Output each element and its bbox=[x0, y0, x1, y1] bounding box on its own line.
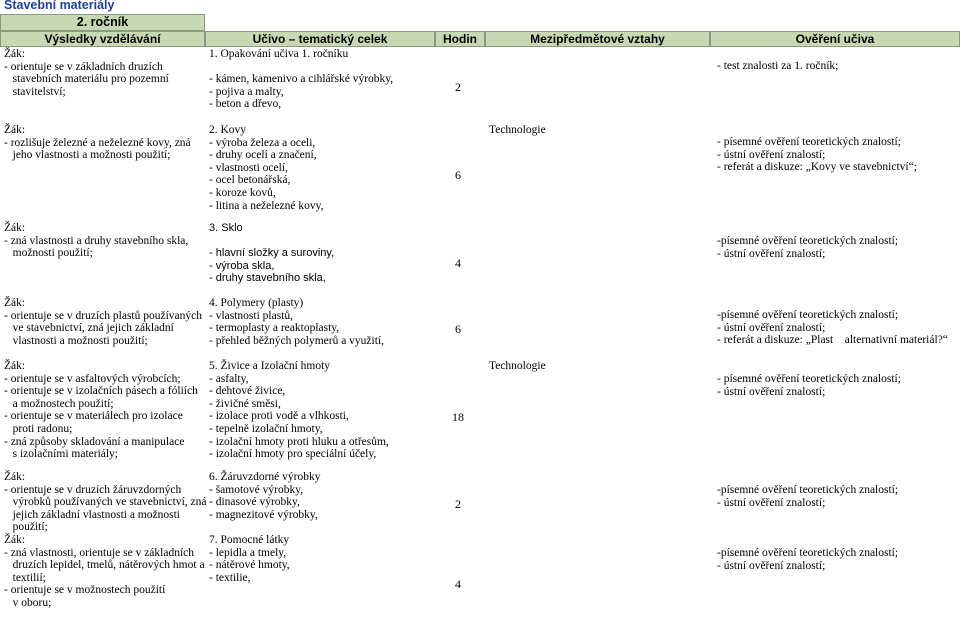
header-outcomes: Výsledky vzdělávání bbox=[0, 31, 205, 47]
header-verification: Ověření učiva bbox=[710, 31, 960, 47]
row-1-verification: - test znalosti za 1. ročník; bbox=[717, 60, 839, 72]
row-1-hours: 2 bbox=[455, 80, 461, 94]
row-4-verification: -písemné ověření teoretických znalostí; - ústní ověření znalostí; - referát a diskuze: „Plast alternativní materiál?“ bbox=[717, 309, 948, 347]
grade-header: 2. ročník bbox=[0, 14, 205, 31]
row-6-topic: 6. Žáruvzdorné výrobky - šamotové výrobky, - dinasové výrobky, - magnezitové výrobky, bbox=[209, 471, 321, 521]
row-3-hours: 4 bbox=[455, 256, 461, 270]
row-2-outcomes: Žák: - rozlišuje železné a neželezné kovy, zná jeho vlastnosti a možnosti použití; bbox=[4, 124, 191, 162]
row-6-outcomes: Žák: - orientuje se v druzích žáruvzdorných výrobků používaných ve stavebnictví, zná jejich základní vlastnosti a možnosti použití; bbox=[4, 471, 207, 534]
row-5-hours: 18 bbox=[452, 410, 464, 424]
row-7-outcomes: Žák: - zná vlastnosti, orientuje se v základních druzích lepidel, tmelů, nátěrových hmot a textilií; - orientuje se v možnostech použití v oboru; bbox=[4, 534, 205, 609]
row-5-verification: - písemné ověření teoretických znalostí; - ústní ověření znalostí; bbox=[717, 373, 901, 398]
row-5-topic: 5. Živice a Izolační hmoty - asfalty, - dehtové živice, - živičné směsi, - izolace proti vodě a vlhkosti, - tepelně izolační hmoty, - izolační hmoty proti hluku a otřesům, - izolační hmoty pro speciální účely, bbox=[209, 360, 389, 461]
row-7-verification: -písemné ověření teoretických znalostí; - ústní ověření znalostí; bbox=[717, 547, 899, 572]
row-5-outcomes: Žák: - orientuje se v asfaltových výrobcích; - orientuje se v izolačních pásech a fóliích a možnostech použití; - orientuje se v materiálech pro izolace proti radonu; - zná způsoby skladování a manipulace s izolačními materiály; bbox=[4, 360, 198, 461]
row-1-outcomes: Žák: - orientuje se v základních druzích stavebních materiálu pro pozemní stavitelství; bbox=[4, 48, 169, 98]
row-7-hours: 4 bbox=[455, 577, 461, 591]
document-title-bar bbox=[0, 0, 960, 14]
row-3-outcomes: Žák: - zná vlastnosti a druhy stavebního skla, možnosti použití; bbox=[4, 222, 189, 260]
row-2-verification: - písemné ověření teoretických znalostí; - ústní ověření znalostí; - referát a diskuze: „Kovy ve stavebnictví“; bbox=[717, 136, 917, 174]
header-relations: Mezipředmětové vztahy bbox=[485, 31, 710, 47]
row-2-topic: 2. Kovy - výroba železa a oceli, - druhy ocelí a značení, - vlastnosti ocelí, - ocel betonářská, - koroze kovů, - litina a neželezné kovy, bbox=[209, 124, 324, 212]
row-7-topic: 7. Pomocné látky - lepidla a tmely, - nátěrové hmoty, - textilie, bbox=[209, 534, 290, 584]
header-topic: Učivo – tematický celek bbox=[205, 31, 435, 47]
document-title: Stavební materiály bbox=[4, 0, 115, 12]
row-2-relations: Technologie bbox=[489, 124, 546, 136]
row-5-relations: Technologie bbox=[489, 360, 546, 372]
row-2-hours: 6 bbox=[455, 168, 461, 182]
row-6-hours: 2 bbox=[455, 497, 461, 511]
row-6-verification: -písemné ověření teoretických znalostí; - ústní ověření znalostí; bbox=[717, 484, 899, 509]
row-3-topic: 3. Sklo - hlavní složky a suroviny, - výroba skla, - druhy stavebního skla, bbox=[209, 222, 335, 285]
row-4-outcomes: Žák: - orientuje se v druzích plastů používaných ve stavebnictví, zná jejich základní vlastnosti a možnosti použití; bbox=[4, 297, 202, 347]
row-4-topic: 4. Polymery (plasty) - vlastnosti plastů, - termoplasty a reaktoplasty, - přehled běžných polymerů a využití, bbox=[209, 297, 384, 347]
row-3-verification: -písemné ověření teoretických znalostí; - ústní ověření znalostí; bbox=[717, 235, 899, 260]
row-1-topic: 1. Opakování učiva 1. ročníku - kámen, kamenivo a cihlářské výrobky, - pojiva a malty, - beton a dřevo, bbox=[209, 48, 394, 111]
row-4-hours: 6 bbox=[455, 322, 461, 336]
header-hours: Hodin bbox=[435, 31, 485, 47]
